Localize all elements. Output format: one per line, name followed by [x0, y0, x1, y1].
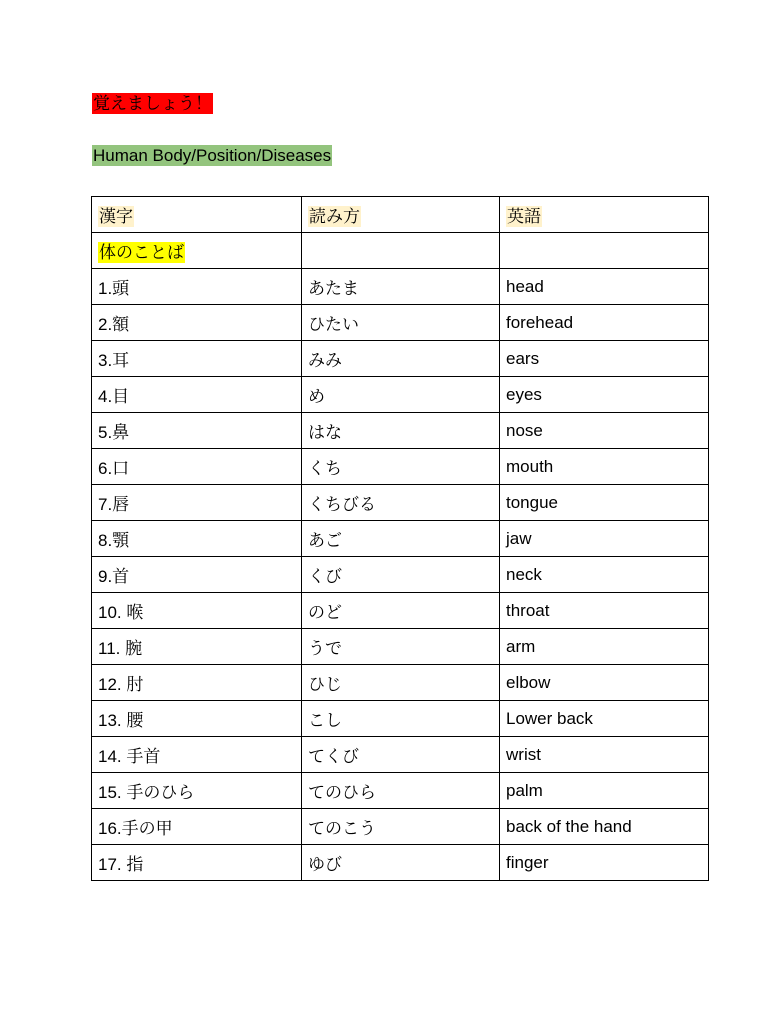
header-cell-kanji: [92, 197, 302, 233]
page-subtitle-topic: [91, 144, 333, 168]
table-row: [92, 449, 709, 485]
english-cell: neck: [500, 557, 709, 593]
english-cell: jaw: [500, 521, 709, 557]
header-english-label: 英語: [507, 207, 541, 226]
table-row: [92, 737, 709, 773]
table-row: [92, 665, 709, 701]
kanji-cell: 6.口: [92, 449, 302, 485]
reading-cell: くちびる: [302, 485, 500, 521]
kanji-cell: 5.鼻: [92, 413, 302, 449]
reading-cell: ゆび: [302, 845, 500, 881]
header-kanji-label: 漢字: [99, 207, 133, 226]
kanji-cell: 15. 手のひら: [92, 773, 302, 809]
reading-cell: め: [302, 377, 500, 413]
header-row: [92, 197, 709, 233]
vocabulary-table-body: [92, 233, 709, 881]
english-cell: head: [500, 269, 709, 305]
header-cell-reading: [302, 197, 500, 233]
table-row: [92, 773, 709, 809]
reading-cell: ひじ: [302, 665, 500, 701]
kanji-cell: 10. 喉: [92, 593, 302, 629]
kanji-cell: 16.手の甲: [92, 809, 302, 845]
reading-cell: のど: [302, 593, 500, 629]
english-cell: back of the hand: [500, 809, 709, 845]
table-row: [92, 809, 709, 845]
reading-cell: てくび: [302, 737, 500, 773]
section-empty-cell: [302, 233, 500, 269]
reading-cell: あご: [302, 521, 500, 557]
kanji-cell: 17. 指: [92, 845, 302, 881]
kanji-cell: 14. 手首: [92, 737, 302, 773]
table-row: [92, 485, 709, 521]
kanji-cell: 4.目: [92, 377, 302, 413]
table-row: [92, 413, 709, 449]
page-title-japanese-text: 覚えましょう！: [93, 94, 212, 113]
kanji-cell: 9.首: [92, 557, 302, 593]
kanji-cell: 8.顎: [92, 521, 302, 557]
section-label: 体のことば: [99, 243, 184, 262]
english-cell: wrist: [500, 737, 709, 773]
english-cell: Lower back: [500, 701, 709, 737]
english-cell: mouth: [500, 449, 709, 485]
english-cell: eyes: [500, 377, 709, 413]
table-row: [92, 341, 709, 377]
kanji-cell: 11. 腕: [92, 629, 302, 665]
vocabulary-table-header: [92, 197, 709, 233]
reading-cell: うで: [302, 629, 500, 665]
table-row: [92, 593, 709, 629]
vocabulary-table: [91, 196, 709, 881]
reading-cell: てのこう: [302, 809, 500, 845]
english-cell: elbow: [500, 665, 709, 701]
english-cell: palm: [500, 773, 709, 809]
header-reading-label: 読み方: [309, 207, 360, 226]
section-cell: [92, 233, 302, 269]
english-cell: nose: [500, 413, 709, 449]
section-row: [92, 233, 709, 269]
kanji-cell: 13. 腰: [92, 701, 302, 737]
english-cell: throat: [500, 593, 709, 629]
kanji-cell: 1.頭: [92, 269, 302, 305]
english-cell: arm: [500, 629, 709, 665]
kanji-cell: 12. 肘: [92, 665, 302, 701]
table-row: [92, 845, 709, 881]
table-row: [92, 521, 709, 557]
english-cell: finger: [500, 845, 709, 881]
reading-cell: あたま: [302, 269, 500, 305]
page-subtitle-topic-text: Human Body/Position/Diseases: [93, 146, 332, 165]
kanji-cell: 7.唇: [92, 485, 302, 521]
table-row: [92, 377, 709, 413]
reading-cell: くち: [302, 449, 500, 485]
section-empty-cell: [500, 233, 709, 269]
table-row: [92, 701, 709, 737]
english-cell: forehead: [500, 305, 709, 341]
english-cell: tongue: [500, 485, 709, 521]
reading-cell: こし: [302, 701, 500, 737]
reading-cell: ひたい: [302, 305, 500, 341]
header-cell-english: [500, 197, 709, 233]
kanji-cell: 2.額: [92, 305, 302, 341]
page-title-japanese: [91, 92, 214, 116]
table-row: [92, 557, 709, 593]
reading-cell: はな: [302, 413, 500, 449]
table-row: [92, 269, 709, 305]
table-row: [92, 629, 709, 665]
table-row: [92, 305, 709, 341]
reading-cell: てのひら: [302, 773, 500, 809]
english-cell: ears: [500, 341, 709, 377]
reading-cell: くび: [302, 557, 500, 593]
reading-cell: みみ: [302, 341, 500, 377]
kanji-cell: 3.耳: [92, 341, 302, 377]
